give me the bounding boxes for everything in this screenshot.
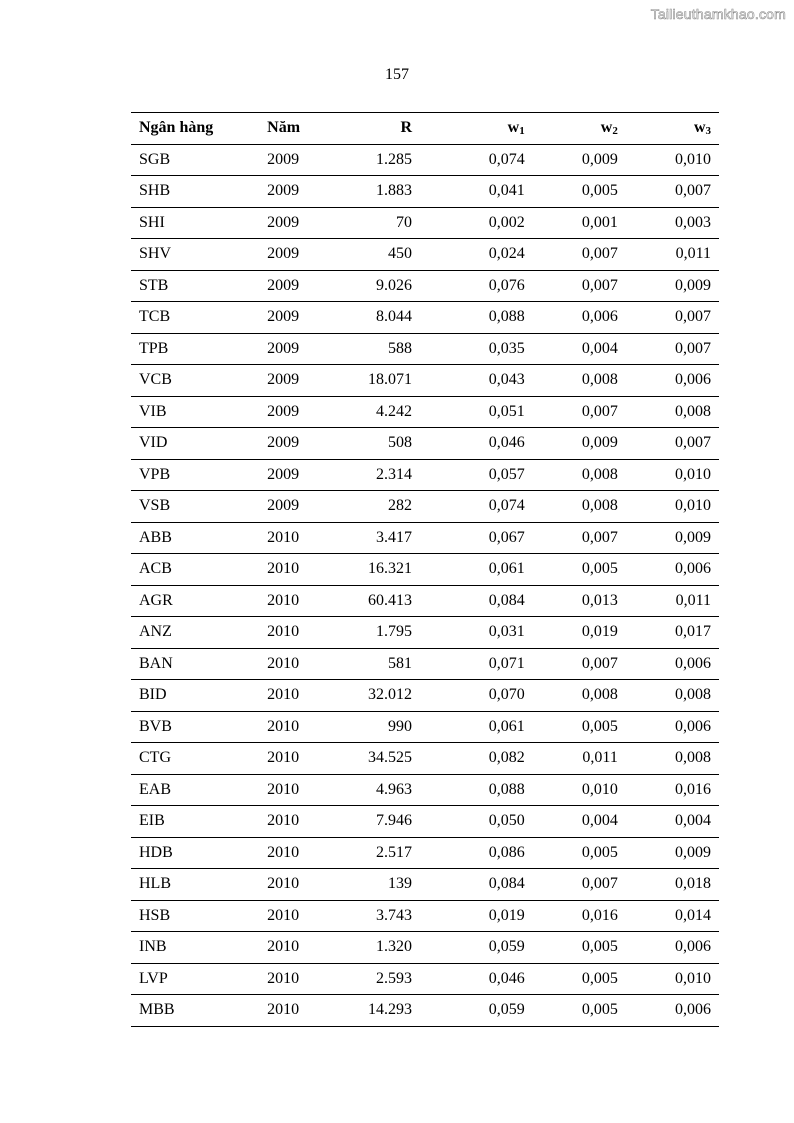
cell-bank: LVP <box>131 963 259 995</box>
table-header <box>131 113 719 145</box>
table-row <box>131 459 719 491</box>
cell-r: 3.417 <box>326 522 420 554</box>
cell-bank: INB <box>131 932 259 964</box>
cell-bank: VID <box>131 428 259 460</box>
table-row <box>131 617 719 649</box>
cell-w1: 0,076 <box>420 270 533 302</box>
header-w3 <box>626 113 719 145</box>
cell-w3: 0,006 <box>626 995 719 1027</box>
cell-w1: 0,082 <box>420 743 533 775</box>
cell-year: 2009 <box>259 270 326 302</box>
table-row <box>131 491 719 523</box>
cell-r: 2.517 <box>326 837 420 869</box>
cell-year: 2009 <box>259 491 326 523</box>
watermark-text: Tailieuthamkhao.com <box>650 6 786 22</box>
cell-w3: 0,006 <box>626 932 719 964</box>
cell-bank: SHV <box>131 239 259 271</box>
table-row <box>131 333 719 365</box>
cell-w3: 0,006 <box>626 648 719 680</box>
cell-bank: HLB <box>131 869 259 901</box>
cell-w3: 0,011 <box>626 239 719 271</box>
cell-bank: STB <box>131 270 259 302</box>
cell-w1: 0,002 <box>420 207 533 239</box>
cell-bank: BAN <box>131 648 259 680</box>
cell-w1: 0,074 <box>420 491 533 523</box>
header-w3-base: w <box>693 119 706 137</box>
cell-w2: 0,005 <box>533 554 626 586</box>
table-row <box>131 522 719 554</box>
cell-w2: 0,005 <box>533 176 626 208</box>
cell-w2: 0,008 <box>533 680 626 712</box>
cell-bank: MBB <box>131 995 259 1027</box>
cell-year: 2010 <box>259 743 326 775</box>
cell-bank: HDB <box>131 837 259 869</box>
cell-year: 2009 <box>259 459 326 491</box>
cell-w2: 0,009 <box>533 428 626 460</box>
cell-bank: TCB <box>131 302 259 334</box>
cell-r: 16.321 <box>326 554 420 586</box>
cell-w2: 0,005 <box>533 711 626 743</box>
cell-w2: 0,004 <box>533 333 626 365</box>
header-w2-base: w <box>600 119 613 137</box>
cell-w3: 0,006 <box>626 554 719 586</box>
cell-year: 2009 <box>259 144 326 176</box>
cell-year: 2010 <box>259 680 326 712</box>
cell-year: 2009 <box>259 239 326 271</box>
cell-r: 8.044 <box>326 302 420 334</box>
cell-r: 4.242 <box>326 396 420 428</box>
cell-r: 1.285 <box>326 144 420 176</box>
cell-w1: 0,041 <box>420 176 533 208</box>
table-row <box>131 207 719 239</box>
cell-w2: 0,011 <box>533 743 626 775</box>
cell-w1: 0,046 <box>420 428 533 460</box>
cell-w1: 0,019 <box>420 900 533 932</box>
cell-year: 2010 <box>259 774 326 806</box>
cell-w2: 0,005 <box>533 995 626 1027</box>
cell-r: 2.314 <box>326 459 420 491</box>
cell-w3: 0,010 <box>626 144 719 176</box>
cell-w1: 0,088 <box>420 302 533 334</box>
cell-r: 4.963 <box>326 774 420 806</box>
cell-bank: VSB <box>131 491 259 523</box>
table-row <box>131 428 719 460</box>
table-row <box>131 680 719 712</box>
cell-w3: 0,008 <box>626 680 719 712</box>
table-row <box>131 711 719 743</box>
cell-w2: 0,008 <box>533 491 626 523</box>
cell-w2: 0,007 <box>533 522 626 554</box>
cell-year: 2010 <box>259 932 326 964</box>
header-w2 <box>533 113 626 145</box>
cell-w3: 0,010 <box>626 459 719 491</box>
cell-w1: 0,061 <box>420 554 533 586</box>
cell-year: 2010 <box>259 617 326 649</box>
cell-w1: 0,086 <box>420 837 533 869</box>
cell-r: 18.071 <box>326 365 420 397</box>
table-row <box>131 302 719 334</box>
cell-bank: AGR <box>131 585 259 617</box>
table-row <box>131 396 719 428</box>
cell-w3: 0,007 <box>626 428 719 460</box>
cell-year: 2009 <box>259 396 326 428</box>
cell-w2: 0,005 <box>533 932 626 964</box>
cell-w3: 0,009 <box>626 270 719 302</box>
cell-year: 2010 <box>259 522 326 554</box>
cell-year: 2009 <box>259 207 326 239</box>
cell-bank: VPB <box>131 459 259 491</box>
cell-w2: 0,008 <box>533 459 626 491</box>
cell-r: 9.026 <box>326 270 420 302</box>
table-body <box>131 144 719 1026</box>
table-row <box>131 806 719 838</box>
table-row <box>131 932 719 964</box>
cell-w1: 0,067 <box>420 522 533 554</box>
cell-year: 2009 <box>259 428 326 460</box>
cell-w3: 0,007 <box>626 176 719 208</box>
header-w1-sub: 1 <box>519 125 525 138</box>
bank-data-table <box>131 112 719 1027</box>
cell-year: 2010 <box>259 806 326 838</box>
cell-w1: 0,071 <box>420 648 533 680</box>
cell-year: 2009 <box>259 333 326 365</box>
cell-w2: 0,007 <box>533 239 626 271</box>
table-row <box>131 743 719 775</box>
cell-w2: 0,010 <box>533 774 626 806</box>
header-year: Năm <box>259 113 326 145</box>
table-row <box>131 270 719 302</box>
cell-w2: 0,008 <box>533 365 626 397</box>
cell-bank: VCB <box>131 365 259 397</box>
cell-bank: BID <box>131 680 259 712</box>
table-row <box>131 774 719 806</box>
cell-w1: 0,084 <box>420 869 533 901</box>
cell-w3: 0,010 <box>626 491 719 523</box>
cell-w1: 0,088 <box>420 774 533 806</box>
cell-r: 2.593 <box>326 963 420 995</box>
cell-w3: 0,018 <box>626 869 719 901</box>
cell-year: 2010 <box>259 995 326 1027</box>
cell-r: 508 <box>326 428 420 460</box>
table-row <box>131 648 719 680</box>
cell-w3: 0,009 <box>626 837 719 869</box>
cell-year: 2010 <box>259 869 326 901</box>
header-w1 <box>420 113 533 145</box>
cell-bank: VIB <box>131 396 259 428</box>
cell-w2: 0,005 <box>533 963 626 995</box>
cell-r: 60.413 <box>326 585 420 617</box>
cell-bank: CTG <box>131 743 259 775</box>
cell-w1: 0,074 <box>420 144 533 176</box>
header-w3-sub: 3 <box>705 125 711 138</box>
table-row <box>131 869 719 901</box>
cell-bank: HSB <box>131 900 259 932</box>
cell-w2: 0,007 <box>533 396 626 428</box>
cell-r: 139 <box>326 869 420 901</box>
table-row <box>131 365 719 397</box>
cell-year: 2010 <box>259 648 326 680</box>
table-row <box>131 554 719 586</box>
cell-r: 581 <box>326 648 420 680</box>
table-row <box>131 963 719 995</box>
cell-year: 2009 <box>259 302 326 334</box>
cell-r: 1.883 <box>326 176 420 208</box>
cell-bank: EAB <box>131 774 259 806</box>
cell-w3: 0,006 <box>626 711 719 743</box>
cell-r: 1.320 <box>326 932 420 964</box>
cell-w2: 0,007 <box>533 648 626 680</box>
cell-w1: 0,050 <box>420 806 533 838</box>
cell-w2: 0,001 <box>533 207 626 239</box>
table-row <box>131 176 719 208</box>
cell-w3: 0,016 <box>626 774 719 806</box>
cell-r: 7.946 <box>326 806 420 838</box>
cell-w2: 0,009 <box>533 144 626 176</box>
cell-year: 2010 <box>259 711 326 743</box>
header-r: R <box>326 113 420 145</box>
table-row <box>131 239 719 271</box>
cell-r: 1.795 <box>326 617 420 649</box>
cell-w2: 0,013 <box>533 585 626 617</box>
cell-r: 70 <box>326 207 420 239</box>
cell-bank: ACB <box>131 554 259 586</box>
cell-w3: 0,008 <box>626 396 719 428</box>
cell-w3: 0,007 <box>626 333 719 365</box>
cell-w1: 0,024 <box>420 239 533 271</box>
cell-year: 2010 <box>259 554 326 586</box>
cell-r: 34.525 <box>326 743 420 775</box>
cell-r: 450 <box>326 239 420 271</box>
header-bank: Ngân hàng <box>131 113 259 145</box>
cell-w1: 0,084 <box>420 585 533 617</box>
cell-w1: 0,061 <box>420 711 533 743</box>
cell-w2: 0,005 <box>533 837 626 869</box>
cell-w2: 0,019 <box>533 617 626 649</box>
cell-w1: 0,057 <box>420 459 533 491</box>
cell-w1: 0,035 <box>420 333 533 365</box>
cell-bank: ABB <box>131 522 259 554</box>
cell-r: 588 <box>326 333 420 365</box>
cell-w3: 0,008 <box>626 743 719 775</box>
header-row <box>131 113 719 145</box>
cell-r: 990 <box>326 711 420 743</box>
cell-w3: 0,011 <box>626 585 719 617</box>
cell-year: 2010 <box>259 963 326 995</box>
cell-r: 14.293 <box>326 995 420 1027</box>
cell-year: 2009 <box>259 176 326 208</box>
cell-w2: 0,006 <box>533 302 626 334</box>
cell-w3: 0,009 <box>626 522 719 554</box>
cell-r: 32.012 <box>326 680 420 712</box>
cell-w1: 0,070 <box>420 680 533 712</box>
cell-year: 2009 <box>259 365 326 397</box>
cell-w3: 0,003 <box>626 207 719 239</box>
cell-bank: EIB <box>131 806 259 838</box>
cell-bank: ANZ <box>131 617 259 649</box>
cell-w3: 0,006 <box>626 365 719 397</box>
cell-bank: SHB <box>131 176 259 208</box>
cell-bank: SGB <box>131 144 259 176</box>
cell-r: 282 <box>326 491 420 523</box>
cell-bank: BVB <box>131 711 259 743</box>
table-row <box>131 900 719 932</box>
cell-w1: 0,046 <box>420 963 533 995</box>
cell-w1: 0,059 <box>420 995 533 1027</box>
cell-bank: TPB <box>131 333 259 365</box>
cell-r: 3.743 <box>326 900 420 932</box>
cell-bank: SHI <box>131 207 259 239</box>
cell-w1: 0,043 <box>420 365 533 397</box>
cell-w1: 0,059 <box>420 932 533 964</box>
page-number: 157 <box>385 66 409 83</box>
table-row <box>131 585 719 617</box>
cell-w3: 0,014 <box>626 900 719 932</box>
cell-w3: 0,007 <box>626 302 719 334</box>
cell-w1: 0,031 <box>420 617 533 649</box>
cell-w2: 0,007 <box>533 869 626 901</box>
header-w1-base: w <box>507 119 520 137</box>
cell-w3: 0,004 <box>626 806 719 838</box>
header-w2-sub: 2 <box>612 125 618 138</box>
cell-year: 2010 <box>259 837 326 869</box>
cell-year: 2010 <box>259 585 326 617</box>
table-row <box>131 995 719 1027</box>
cell-w2: 0,004 <box>533 806 626 838</box>
cell-w1: 0,051 <box>420 396 533 428</box>
table-row <box>131 144 719 176</box>
cell-w3: 0,010 <box>626 963 719 995</box>
cell-year: 2010 <box>259 900 326 932</box>
cell-w3: 0,017 <box>626 617 719 649</box>
table-row <box>131 837 719 869</box>
cell-w2: 0,007 <box>533 270 626 302</box>
cell-w2: 0,016 <box>533 900 626 932</box>
